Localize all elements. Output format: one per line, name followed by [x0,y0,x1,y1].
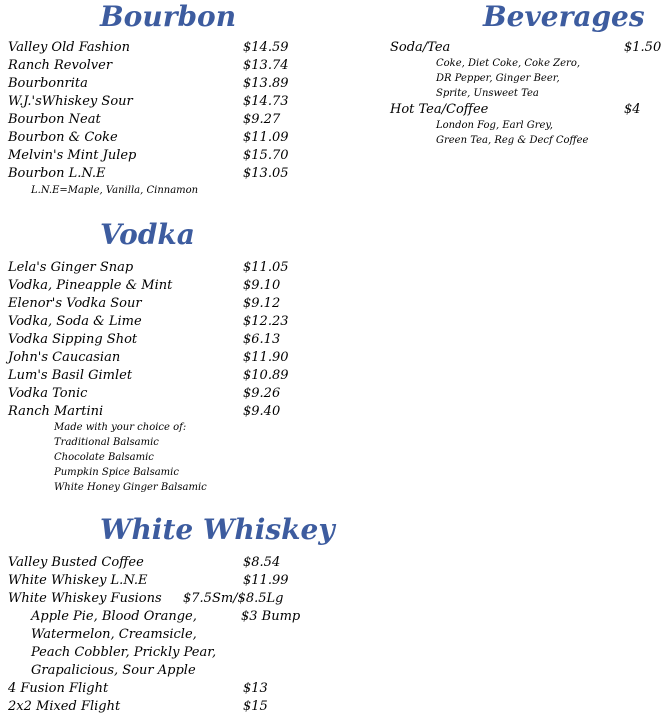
vodka-item-price: $9.40 [243,404,281,419]
bourbon-item-name: Valley Old Fashion [8,40,130,55]
bourbon-item-price: $13.05 [243,166,289,181]
fusions-bump: $3 Bump [241,609,301,624]
hot-tea-coffee-price: $4 [624,102,641,117]
bourbon-item-name: W.J.'sWhiskey Sour [8,94,133,109]
flight-price: $15 [243,699,268,714]
vodka-item-name: Vodka Sipping Shot [8,332,138,347]
fusion-flavors: Grapalicious, Sour Apple [31,663,196,678]
vodka-item-name: Elenor's Vodka Sour [8,296,142,311]
martini-note: Chocolate Balsamic [54,452,154,463]
vodka-item-price: $6.13 [243,332,281,347]
bourbon-item-name: Bourbon & Coke [8,130,118,145]
fusion-flavors: Peach Cobbler, Prickly Pear, [31,645,217,660]
vodka-item-name: Ranch Martini [8,404,104,419]
flight-name: 4 Fusion Flight [8,681,109,696]
vodka-item-price: $11.05 [243,260,289,275]
bourbon-item-name: Bourbon L.N.E [8,166,106,181]
flight-price: $13 [243,681,268,696]
soda-tea-name: Soda/Tea [390,40,451,55]
bourbon-heading: Bourbon [100,0,237,33]
bourbon-item-price: $13.89 [243,76,289,91]
martini-note: Pumpkin Spice Balsamic [54,467,179,478]
white-whiskey-item-price: $11.99 [243,573,289,588]
fusions-name: White Whiskey Fusions [8,591,162,606]
vodka-item-price: $12.23 [243,314,289,329]
bourbon-item-price: $11.09 [243,130,289,145]
vodka-item-name: Vodka, Pineapple & Mint [8,278,173,293]
fusion-flavors: Watermelon, Creamsicle, [31,627,197,642]
martini-note: Traditional Balsamic [54,437,159,448]
vodka-item-price: $9.26 [243,386,281,401]
white-whiskey-item-price: $8.54 [243,555,281,570]
vodka-item-price: $11.90 [243,350,289,365]
soda-tea-price: $1.50 [624,40,662,55]
bourbon-item-name: Bourbon Neat [8,112,101,127]
bourbon-item-price: $9.27 [243,112,281,127]
fusions-price: $7.5Sm/$8.5Lg [183,591,284,606]
martini-note: White Honey Ginger Balsamic [54,482,207,493]
bourbon-item-name: Bourbonrita [8,76,88,91]
vodka-item-name: Vodka, Soda & Lime [8,314,142,329]
bourbon-item-price: $13.74 [243,58,289,73]
vodka-item-price: $9.12 [243,296,281,311]
bourbon-item-price: $14.59 [243,40,289,55]
vodka-item-name: John's Caucasian [8,350,121,365]
flight-name: 2x2 Mixed Flight [8,699,121,714]
martini-note: Made with your choice of: [54,422,187,433]
vodka-item-name: Vodka Tonic [8,386,88,401]
bourbon-lne-note: L.N.E=Maple, Vanilla, Cinnamon [31,185,199,196]
beverages-heading: Beverages [483,0,645,33]
hot-tea-coffee-name: Hot Tea/Coffee [390,102,489,117]
white-whiskey-item-name: Valley Busted Coffee [8,555,144,570]
bourbon-item-name: Ranch Revolver [8,58,113,73]
soda-tea-options: DR Pepper, Ginger Beer, [436,73,560,84]
fusion-flavors: Apple Pie, Blood Orange, [31,609,197,624]
hot-tea-coffee-options: London Fog, Earl Grey, [436,120,553,131]
bourbon-item-price: $15.70 [243,148,289,163]
soda-tea-options: Coke, Diet Coke, Coke Zero, [436,58,581,69]
hot-tea-coffee-options: Green Tea, Reg & Decf Coffee [436,135,589,146]
vodka-item-name: Lum's Basil Gimlet [8,368,133,383]
vodka-heading: Vodka [100,218,195,251]
vodka-item-price: $9.10 [243,278,281,293]
vodka-item-price: $10.89 [243,368,289,383]
soda-tea-options: Sprite, Unsweet Tea [436,88,539,99]
white-whiskey-item-name: White Whiskey L.N.E [8,573,148,588]
bourbon-item-name: Melvin's Mint Julep [8,148,137,163]
bourbon-item-price: $14.73 [243,94,289,109]
vodka-item-name: Lela's Ginger Snap [8,260,134,275]
white-whiskey-heading: White Whiskey [100,513,335,546]
